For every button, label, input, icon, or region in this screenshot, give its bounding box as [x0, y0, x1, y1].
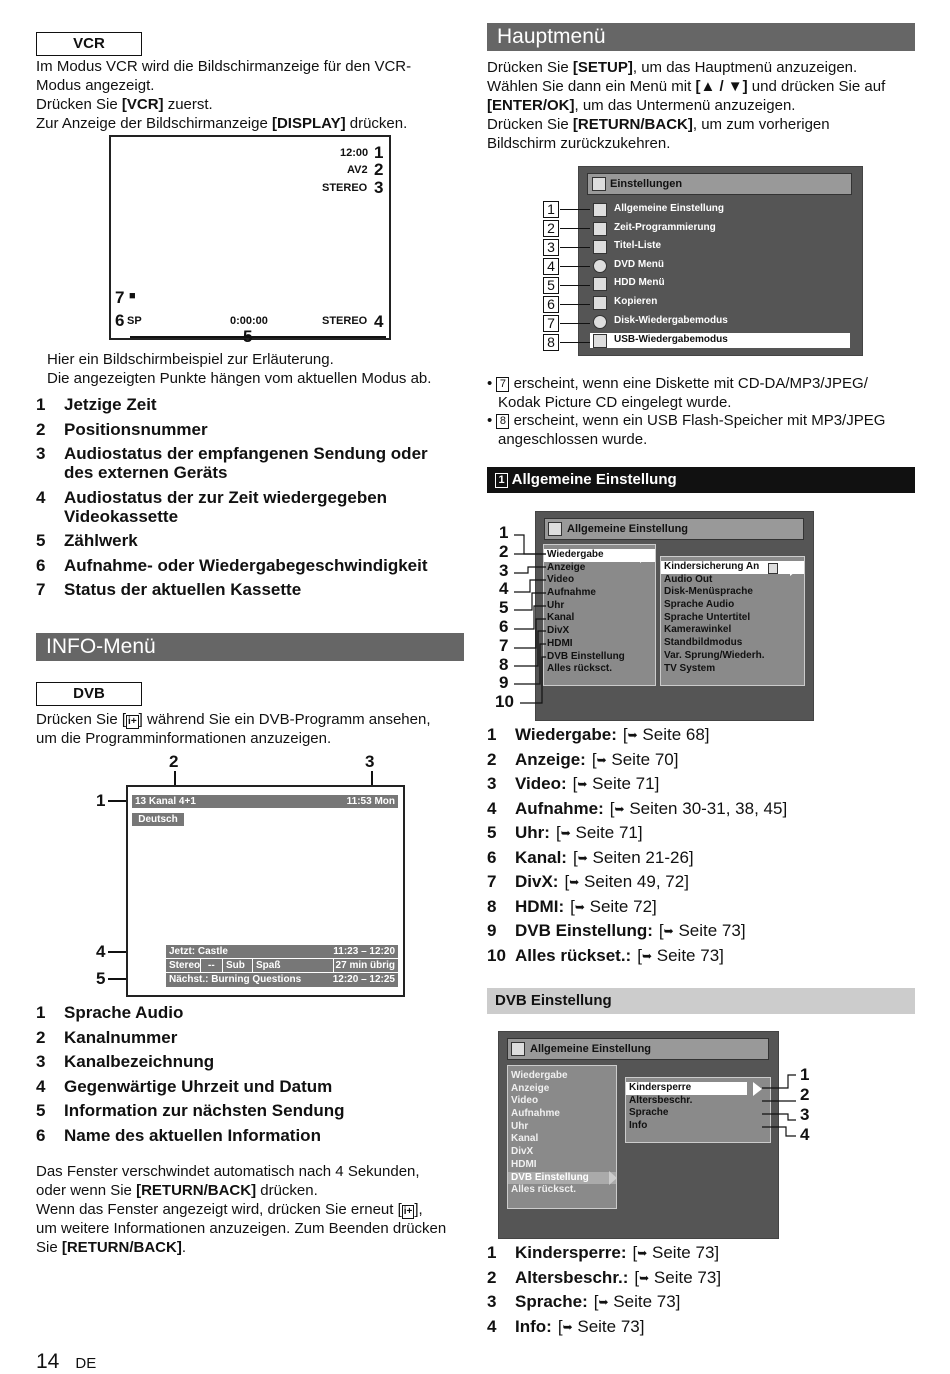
main-menu-list: [590, 201, 850, 348]
menu-item[interactable]: Kanal: [511, 1133, 539, 1145]
arrow-right-icon: ➥: [577, 777, 588, 791]
menu-item[interactable]: Alles rücksct.: [511, 1184, 577, 1196]
vcr-audio-status: STEREO: [322, 182, 368, 194]
vcr-callout-1: 1: [374, 143, 384, 162]
page-number: 14 DE: [36, 1350, 97, 1373]
main-menu-title: Einstellungen: [587, 173, 852, 195]
menu-item[interactable]: HDMI: [511, 1158, 537, 1170]
list-item: 3 Video: [ ➥ Seite 71 ]: [487, 774, 917, 799]
menu-item[interactable]: Titel-Liste: [590, 238, 850, 257]
disc-play-icon: [593, 315, 607, 329]
dvb-tag: DVB: [36, 682, 142, 706]
dvb-settings-submenu: [625, 1077, 771, 1143]
menu-item[interactable]: DivX: [547, 625, 570, 637]
list-item: 6 Kanal: [ ➥ Seiten 21-26 ]: [487, 848, 917, 873]
list-item: 1 Sprache Audio: [36, 1003, 184, 1022]
hauptmenu-heading: Hauptmenü: [487, 23, 915, 51]
general-settings-submenu: [660, 556, 805, 686]
menu-item[interactable]: DivX: [511, 1146, 534, 1158]
menu-item[interactable]: Disk-Menüsprache: [664, 586, 753, 598]
info-callout-2: 2: [169, 752, 179, 771]
disc-icon: [593, 259, 607, 273]
list-item: 2 Altersbeschr.: [ ➥ Seite 73 ]: [487, 1268, 917, 1293]
menu-item[interactable]: Zeit-Programmierung: [590, 220, 850, 239]
vcr-callout-2: 2: [374, 160, 384, 179]
list-item: 5 Uhr: [ ➥ Seite 71 ]: [487, 823, 917, 848]
menu-item[interactable]: Alles rücksct.: [547, 663, 613, 675]
chevron-right-icon: [790, 562, 799, 576]
menu-item-selected[interactable]: USB-Wiedergabemodus: [590, 333, 850, 348]
list-icon: [593, 240, 607, 254]
vcr-callout-4: 4: [374, 312, 384, 331]
vcr-tag: VCR: [36, 32, 142, 56]
arrow-right-icon: ➥: [663, 924, 674, 938]
menu-item[interactable]: Info: [629, 1120, 648, 1132]
lock-icon: [768, 563, 778, 574]
dvb-settings-title: Allgemeine Einstellung: [507, 1038, 769, 1060]
vcr-callout-7: 7: [115, 288, 125, 307]
wrench-icon: [593, 203, 607, 217]
hauptmenu-intro: Drücken Sie [SETUP], um das Hauptmenü anzuzeigen. Wählen Sie dann ein Menü mit [▲ / ▼] und drücken Sie auf [ENTER/OK], um das Untermenü anzuzeigen. Drücken Sie [RETURN/BACK], um zum vorherigen Bildschirm zurückzukehren.: [487, 59, 886, 152]
arrow-right-icon: ➥: [562, 1319, 573, 1334]
list-item: 3 Kanalbezeichnung: [36, 1052, 215, 1071]
menu-item[interactable]: Anzeige: [547, 561, 586, 573]
hdd-icon: [593, 277, 607, 291]
menu-item[interactable]: Kamerawinkel: [664, 624, 732, 636]
info-closing-text: Das Fenster verschwindet automatisch nach 4 Sekunden, oder wenn Sie [RETURN/BACK] drücken. Wenn das Fenster angezeigt wird, drücken Sie erneut [ i+ ], um weitere Informationen anzuzeigen. Zum Beenden drücken Sie [RETURN/BACK].: [36, 1163, 447, 1256]
list-item: 4 Info: [ ➥ Seite 73 ]: [487, 1317, 917, 1342]
chevron-right-icon: [640, 549, 649, 563]
general-settings-screen: [535, 511, 814, 721]
info-screen-example: [126, 785, 405, 997]
list-item: 3 Audiostatus der empfangenen Sendung oder des externen Geräts: [36, 444, 428, 482]
calendar-icon: [593, 222, 607, 236]
info-audio-language: Deutsch: [132, 813, 184, 826]
menu-item[interactable]: Aufnahme: [547, 587, 596, 599]
info-callout-4: 4: [96, 942, 106, 961]
menu-item[interactable]: Aufnahme: [511, 1108, 560, 1120]
info-button-icon: i+: [403, 1206, 413, 1217]
menu-item[interactable]: Anzeige: [511, 1082, 550, 1094]
info-callout-5: 5: [96, 969, 106, 988]
menu-item[interactable]: Kopieren: [590, 294, 850, 313]
wrench-icon: [511, 1042, 525, 1056]
vcr-note: Hier ein Bildschirmbeispiel zur Erläuterung. Die angezeigten Punkte hängen vom aktuellen Modus ab.: [47, 351, 432, 387]
menu-item[interactable]: DVB Einstellung: [547, 650, 625, 662]
menu-item[interactable]: HDD Menü: [590, 275, 850, 294]
vcr-speed: SP: [127, 315, 142, 327]
menu-item[interactable]: Var. Sprung/Wiederh.: [664, 649, 765, 661]
list-item: 2 Kanalnummer: [36, 1027, 178, 1047]
list-item: 4 Gegenwärtige Uhrzeit und Datum: [36, 1076, 333, 1096]
menu-item[interactable]: Wiedergabe: [544, 549, 655, 562]
language-code: DE: [75, 1355, 97, 1372]
bullet-note-8: • 8 erscheint, wenn ein USB Flash-Speicher mit MP3/JPEG angeschlossen wurde.: [487, 412, 886, 448]
arrow-right-icon: ➥: [627, 728, 638, 742]
menu-item[interactable]: Video: [511, 1095, 539, 1107]
list-item: 5 Information zur nächsten Sendung: [36, 1101, 345, 1120]
menu-item[interactable]: Kindersicherung An: [661, 561, 804, 574]
list-item: 3 Sprache: [ ➥ Seite 73 ]: [487, 1292, 917, 1317]
menu-item[interactable]: Audio Out: [664, 573, 713, 585]
info-callout-3: 3: [365, 752, 375, 771]
chevron-right-icon: [609, 1171, 617, 1185]
list-item: 7 Status der aktuellen Kassette: [36, 580, 302, 599]
menu-item[interactable]: Uhr: [511, 1120, 529, 1132]
arrow-right-icon: ➥: [560, 826, 571, 840]
menu-item[interactable]: Kanal: [547, 612, 575, 624]
list-item: 6 Name des aktuellen Information: [36, 1125, 321, 1145]
list-item: 6 Aufnahme- oder Wiedergabegeschwindigkeit: [36, 555, 428, 575]
arrow-right-icon: ➥: [574, 899, 585, 914]
callout-lines: [760, 1068, 800, 1142]
list-item: 2 Anzeige: [ ➥ Seite 70 ]: [487, 750, 917, 775]
arrow-right-icon: ➥: [598, 1295, 609, 1309]
menu-item[interactable]: Allgemeine Einstellung: [590, 201, 850, 220]
list-item: 10 Alles rückset.: [ ➥ Seite 73 ]: [487, 946, 917, 971]
list-item: 7 DivX: [ ➥ Seiten 49, 72 ]: [487, 872, 917, 897]
info-menu-heading: INFO-Menü: [36, 633, 464, 661]
vcr-callout-6: 6: [115, 311, 125, 330]
list-item: 8 HDMI: [ ➥ Seite 72 ]: [487, 897, 917, 922]
copy-icon: [593, 296, 607, 310]
arrow-right-icon: ➥: [641, 948, 653, 963]
vcr-callout-3: 3: [374, 178, 384, 197]
menu-item[interactable]: DVD Menü: [590, 257, 850, 276]
vcr-counter: 0:00:00: [230, 315, 268, 327]
dvb-settings-screen: [498, 1031, 779, 1239]
menu-item-selected[interactable]: DVB Einstellung: [508, 1172, 616, 1185]
list-item: 4 Audiostatus der zur Zeit wiedergegeben Videokassette: [36, 487, 388, 526]
info-intro: Drücken Sie [ i+ ] während Sie ein DVB-Programm ansehen, um die Programminformationen anzuzeigen.: [36, 711, 431, 747]
menu-item[interactable]: Sprache Untertitel: [664, 611, 751, 623]
dvb-settings-reference-list: [487, 1243, 917, 1341]
menu-item[interactable]: Wiedergabe: [511, 1070, 568, 1081]
general-settings-callouts: 1 2 3 4 5 6 7 8 9 10: [495, 523, 514, 712]
main-menu-callouts: 1 2 3 4 5 6 7 8: [543, 201, 559, 353]
vcr-legend-list: [36, 395, 456, 605]
menu-item[interactable]: TV System: [664, 662, 716, 674]
menu-item[interactable]: Uhr: [547, 599, 565, 611]
general-settings-reference-list: [487, 725, 917, 970]
menu-item[interactable]: Sprache: [629, 1107, 669, 1119]
vcr-screen-example: [109, 135, 391, 340]
dvb-settings-categories: [507, 1065, 617, 1209]
list-item: 4 Aufnahme: [ ➥ Seiten 30-31, 38, 45 ]: [487, 799, 917, 824]
menu-item[interactable]: Standbildmodus: [664, 637, 743, 649]
vcr-time: 12:00: [340, 147, 369, 159]
arrow-right-icon: ➥: [637, 1246, 648, 1260]
vcr-callout-5: 5: [243, 327, 253, 346]
menu-item[interactable]: Video: [547, 574, 575, 586]
vcr-intro: Im Modus VCR wird die Bildschirmanzeige für den VCR- Modus angezeigt. Drücken Sie [VCR] zuerst. Zur Anzeige der Bildschirmanzeige [DISPLAY] drücken.: [36, 58, 412, 132]
menu-item[interactable]: HDMI: [547, 637, 573, 649]
arrow-right-icon: ➥: [569, 875, 580, 889]
arrow-right-icon: ➥: [577, 850, 588, 865]
list-item: 5 Zählwerk: [36, 531, 138, 550]
info-legend-list: [36, 1003, 456, 1150]
allgemeine-einstellung-heading: 1 Allgemeine Einstellung: [487, 467, 915, 493]
usb-icon: [593, 334, 607, 348]
menu-item[interactable]: Kindersperre: [626, 1082, 747, 1095]
info-button-icon: i+: [128, 716, 137, 727]
list-item: 9 DVB Einstellung: [ ➥ Seite 73 ]: [487, 921, 917, 946]
vcr-audio-tape: STEREO: [322, 315, 368, 327]
list-item: 1 Kindersperre: [ ➥ Seite 73 ]: [487, 1243, 917, 1268]
stop-icon: ■: [129, 290, 136, 302]
list-item: 1 Jetzige Zeit: [36, 395, 157, 414]
bullet-note-7: • 7 erscheint, wenn eine Diskette mit CD-DA/MP3/JPEG/ Kodak Picture CD eingelegt wurde.: [487, 375, 868, 411]
menu-item[interactable]: Disk-Wiedergabemodus: [590, 313, 850, 332]
settings-icon: [592, 177, 606, 191]
arrow-right-icon: ➥: [596, 752, 607, 767]
info-channel-bar: 13 Kanal 4+1 11:53 Mon: [132, 795, 398, 808]
menu-item[interactable]: Altersbeschr.: [629, 1094, 693, 1106]
arrow-right-icon: ➥: [639, 1270, 650, 1285]
callout-lines: [512, 530, 546, 710]
info-callout-1: 1: [96, 791, 106, 810]
vcr-position: AV2: [347, 164, 368, 176]
menu-item[interactable]: Sprache Audio: [664, 599, 735, 611]
general-settings-title: Allgemeine Einstellung: [544, 518, 804, 540]
info-program-box: Jetzt: Castle 11:23 – 12:20 Stereo -- Sub Spaß 27 min übrig Nächst.: Burning Questions 12:20 – 12:25: [166, 945, 398, 987]
arrow-right-icon: ➥: [614, 801, 625, 816]
general-settings-categories: [543, 544, 656, 686]
list-item: 1 Wiedergabe: [ ➥ Seite 68 ]: [487, 725, 917, 750]
list-item: 2 Positionsnummer: [36, 419, 208, 439]
dvb-einstellung-heading: DVB Einstellung: [487, 988, 915, 1014]
wrench-icon: [548, 522, 562, 536]
vcr-callout-line-5: [130, 336, 386, 338]
dvb-settings-callouts: 1 2 3 4: [800, 1065, 810, 1144]
